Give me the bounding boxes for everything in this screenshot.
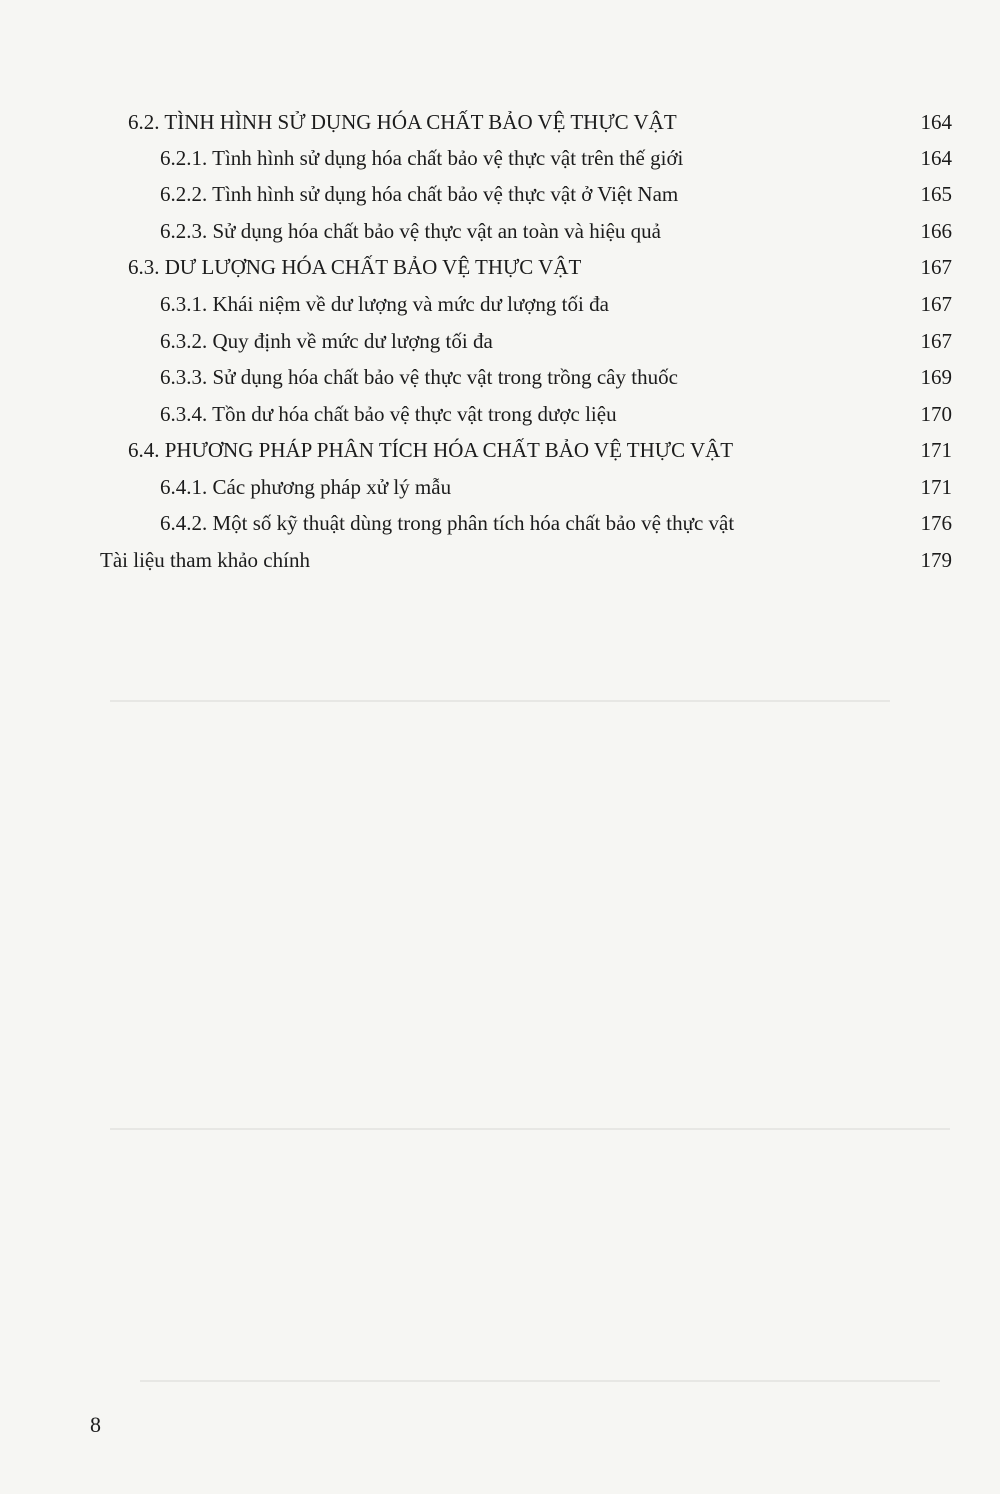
toc-entry-title: Tài liệu tham khảo chính xyxy=(100,548,310,572)
toc-entry[interactable] xyxy=(0,177,1000,211)
page-number: 8 xyxy=(90,1412,101,1437)
toc-entry-title: 6.2.1. Tình hình sử dụng hóa chất bảo vệ thực vật trên thế giới xyxy=(160,146,684,170)
toc-entry-title: 6.3. DƯ LƯỢNG HÓA CHẤT BẢO VỆ THỰC VẬT xyxy=(128,255,582,279)
toc-entry[interactable] xyxy=(0,543,1000,577)
toc-entry-title: 6.3.1. Khái niệm về dư lượng và mức dư lượng tối đa xyxy=(160,292,609,316)
toc-entry-title: 6.2.3. Sử dụng hóa chất bảo vệ thực vật an toàn và hiệu quả xyxy=(160,219,661,243)
toc-entry[interactable] xyxy=(0,287,1000,321)
toc-entry-page: 164 xyxy=(920,146,952,170)
toc-entry-page: 179 xyxy=(920,548,952,572)
toc-entry-page: 166 xyxy=(920,219,952,243)
toc-entry-page: 170 xyxy=(920,402,952,426)
toc-entry-page: 165 xyxy=(920,182,952,206)
toc-entry[interactable] xyxy=(0,506,1000,540)
toc-entry-title: 6.3.4. Tồn dư hóa chất bảo vệ thực vật trong dược liệu xyxy=(160,402,617,426)
toc-entry[interactable] xyxy=(0,214,1000,248)
toc-entry-page: 167 xyxy=(920,329,952,353)
toc-entry-title: 6.4.2. Một số kỹ thuật dùng trong phân tích hóa chất bảo vệ thực vật xyxy=(160,511,735,535)
toc-entry-title: 6.2.2. Tình hình sử dụng hóa chất bảo vệ thực vật ở Việt Nam xyxy=(160,182,679,206)
toc-entry-title: 6.4.1. Các phương pháp xử lý mẫu xyxy=(160,475,452,499)
toc-entry-page: 171 xyxy=(920,475,952,499)
toc-entry[interactable] xyxy=(0,141,1000,175)
toc-entry[interactable] xyxy=(0,250,1000,284)
toc-entry-page: 167 xyxy=(920,255,952,279)
toc-entry-title: 6.2. TÌNH HÌNH SỬ DỤNG HÓA CHẤT BẢO VỆ THỰC VẬT xyxy=(128,110,677,134)
toc-entry[interactable] xyxy=(0,470,1000,504)
toc-entry[interactable] xyxy=(0,360,1000,394)
toc-entry[interactable] xyxy=(0,324,1000,358)
toc-entry[interactable] xyxy=(0,397,1000,431)
toc-entry-title: 6.3.3. Sử dụng hóa chất bảo vệ thực vật trong trồng cây thuốc xyxy=(160,365,678,389)
toc-entry-page: 171 xyxy=(920,438,952,462)
toc-entry-title: 6.4. PHƯƠNG PHÁP PHÂN TÍCH HÓA CHẤT BẢO VỆ THỰC VẬT xyxy=(128,438,734,462)
toc-entry-title: 6.3.2. Quy định về mức dư lượng tối đa xyxy=(160,329,493,353)
toc-entry[interactable] xyxy=(0,433,1000,467)
toc-entry-page: 176 xyxy=(920,511,952,535)
toc-entry-page: 164 xyxy=(920,110,952,134)
toc-entry[interactable] xyxy=(0,105,1000,139)
toc-entry-page: 169 xyxy=(920,365,952,389)
toc-entry-page: 167 xyxy=(920,292,952,316)
